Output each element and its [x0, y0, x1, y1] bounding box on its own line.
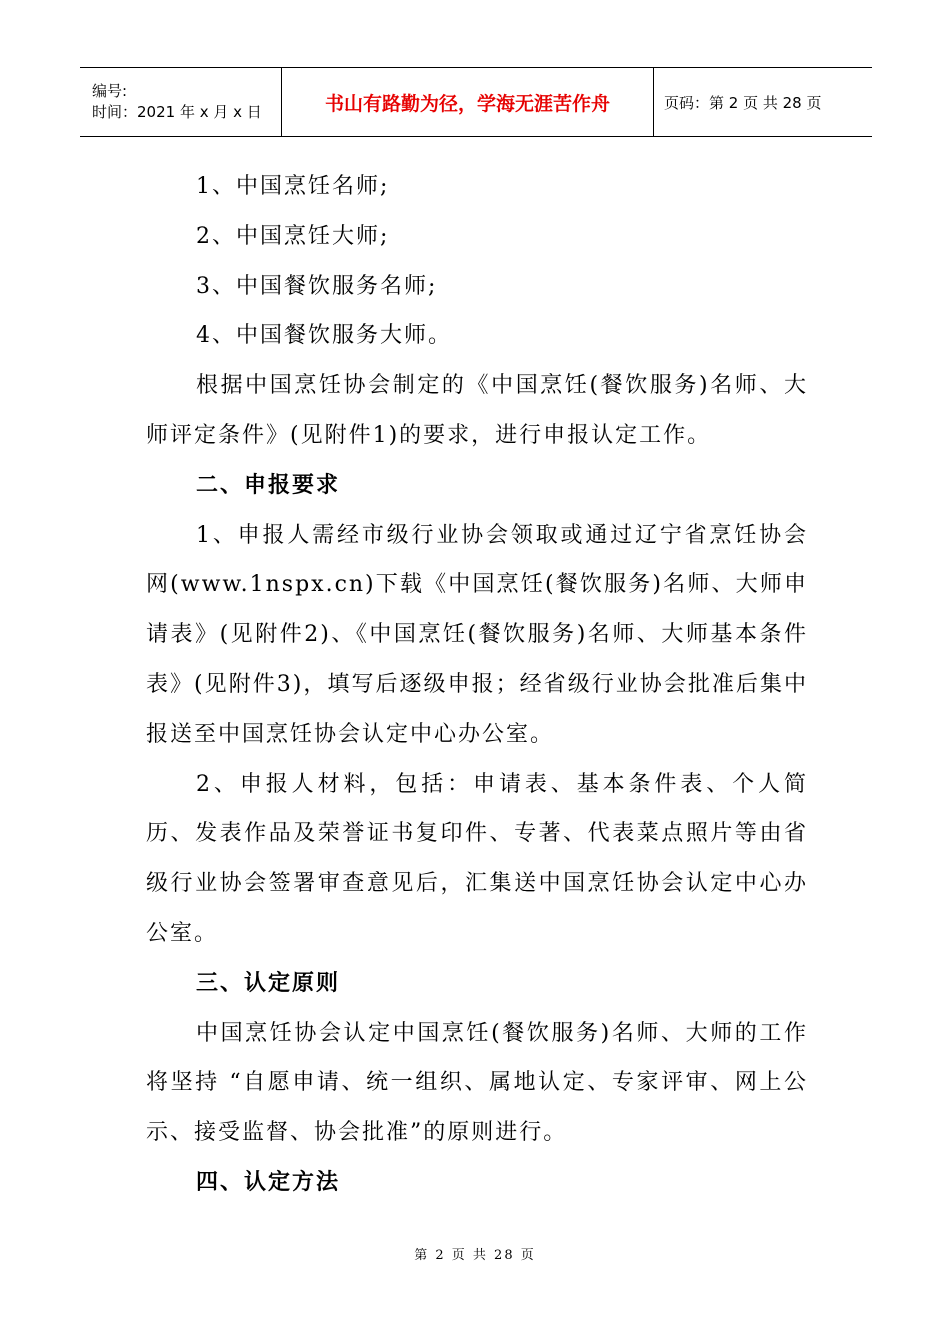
body-paragraph: 中国烹饪协会认定中国烹饪(餐饮服务)名师、大师的工作将坚持 “自愿申请、统一组织、属地认定、专家评审、网上公示、接受监督、协会批准”的原则进行。 [146, 1020, 808, 1146]
page-header [80, 67, 872, 137]
section-heading: 三、认定原则 [196, 970, 341, 996]
list-item: 2、中国烹饪大师; [196, 223, 390, 249]
document-number-label: 编号: [92, 82, 128, 100]
list-item: 1、中国烹饪名师; [196, 174, 390, 199]
body-paragraph: 2、申报人材料，包括：申请表、基本条件表、个人简历、发表作品及荣誉证书复印件、专著、代表菜点照片等由省级行业协会签署审查意见后，汇集送中国烹饪协会认定中心办公室。 [146, 771, 808, 946]
list-item: 4、中国餐饮服务大师。 [196, 323, 452, 349]
header-page-info: 页码：第 2 页 共 28 页 [664, 93, 822, 112]
section-heading: 四、认定方法 [196, 1169, 341, 1195]
section-heading: 二、申报要求 [196, 472, 341, 498]
header-meta [80, 68, 282, 136]
list-item: 3、中国餐饮服务名师; [196, 273, 438, 299]
page-footer: 第 2 页 共 28 页 [414, 1248, 536, 1263]
body-paragraph: 1、申报人需经市级行业协会领取或通过辽宁省烹饪协会网(www.1nspx.cn)下载《中国烹饪(餐饮服务)名师、大师申请表》(见附件2)、《中国烹饪(餐饮服务)名师、大师基本条件表》(见附件3)，填写后逐级申报；经省级行业协会批准后集中报送至中国烹饪协会认定中心办公室。 [146, 522, 808, 747]
document-body [146, 162, 808, 1208]
body-paragraph: 根据中国烹饪协会制定的《中国烹饪(餐饮服务)名师、大师评定条件》(见附件1)的要求，进行申报认定工作。 [146, 373, 808, 448]
header-motto: 书山有路勤为径，学海无涯苦作舟 [282, 68, 654, 136]
document-time-label: 时间：2021 年 x 月 x 日 [92, 103, 262, 121]
